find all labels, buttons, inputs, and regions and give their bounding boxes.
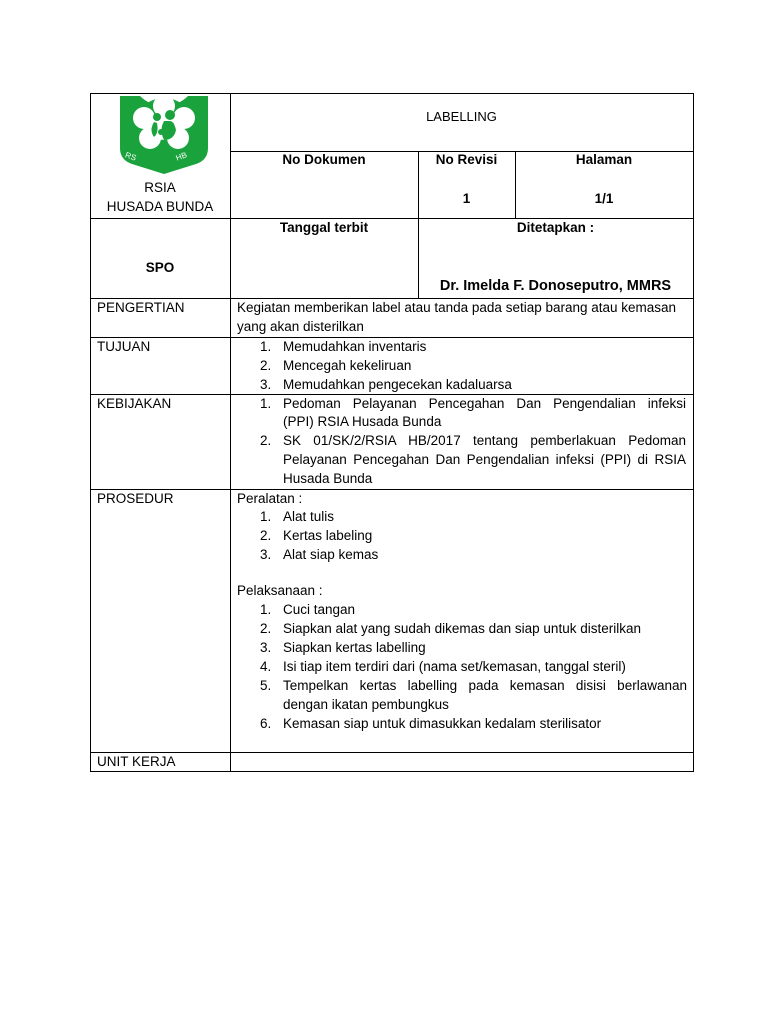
list-item: 2. Kertas labeling xyxy=(260,528,373,543)
list-item: 3. Siapkan kertas labelling xyxy=(260,640,426,655)
peralatan-list xyxy=(237,507,687,564)
table-line xyxy=(230,93,231,772)
kebijakan-item-2-line3: Husada Bunda xyxy=(283,471,373,486)
list-item: 2. Mencegah kekeliruan xyxy=(260,358,412,373)
list-item: 2. Siapkan alat yang sudah dikemas dan siap untuk disterilkan xyxy=(260,621,641,636)
list-item: 3. Memudahkan pengecekan kadaluarsa xyxy=(260,377,512,392)
list-item: 5. Tempelkan kertas labelling pada kemasan disisi berlawanan dengan ikatan pembungkus xyxy=(260,678,687,712)
col-no-revisi: No Revisi xyxy=(435,152,498,167)
pelaksanaan-list xyxy=(237,600,687,733)
section-label-kebijakan: KEBIJAKAN xyxy=(97,396,172,411)
list-item: 6. Kemasan siap untuk dimasukkan kedalam sterilisator xyxy=(260,716,602,731)
pengertian-text-line2: yang akan disterilkan xyxy=(237,319,364,334)
section-label-prosedur: PROSEDUR xyxy=(97,491,174,506)
kebijakan-item-1-line2: (PPI) RSIA Husada Bunda xyxy=(283,414,442,429)
signatory-name: Dr. Imelda F. Donoseputro, MMRS xyxy=(439,278,672,294)
val-no-revisi: 1 xyxy=(462,191,471,206)
logo-text-hb: HB xyxy=(174,150,189,163)
ditetapkan-label: Ditetapkan : xyxy=(516,220,595,235)
document-title: LABELLING xyxy=(426,109,497,124)
col-no-dokumen: No Dokumen xyxy=(282,152,366,167)
col-halaman: Halaman xyxy=(575,152,633,167)
section-label-pengertian: PENGERTIAN xyxy=(97,300,185,315)
org-name-line1: RSIA xyxy=(144,180,176,195)
list-item: 1. Memudahkan inventaris xyxy=(260,339,427,354)
logo-text-rs: RS xyxy=(123,150,138,163)
section-label-unit-kerja: UNIT KERJA xyxy=(97,754,176,769)
list-item: 3. Alat siap kemas xyxy=(260,547,379,562)
org-name-line2: HUSADA BUNDA xyxy=(106,199,214,214)
tanggal-terbit-label: Tanggal terbit xyxy=(279,220,369,235)
list-item: 1. Alat tulis xyxy=(260,509,335,524)
kebijakan-item-2-line2: Pelayanan Pencegahan Dan Pengendalian infeksi (PPI) di RSIA xyxy=(283,452,686,467)
peralatan-heading: Peralatan : xyxy=(237,491,303,506)
kebijakan-item-2-line1: SK 01/SK/2/RSIA HB/2017 tentang pemberlakuan Pedoman xyxy=(283,433,686,448)
table-border-bottom xyxy=(90,771,694,772)
section-label-tujuan: TUJUAN xyxy=(97,339,151,354)
table-line xyxy=(90,752,694,753)
list-item: 1. Cuci tangan xyxy=(260,602,356,617)
list-number: 2. xyxy=(260,433,272,448)
list-number: 1. xyxy=(260,396,272,411)
tujuan-list xyxy=(237,337,687,394)
table-border-right xyxy=(693,93,694,772)
pengertian-text-line1: Kegiatan memberikan label atau tanda pada setiap barang atau kemasan xyxy=(237,300,677,315)
spo-label: SPO xyxy=(145,260,175,275)
hospital-logo-icon xyxy=(112,90,216,176)
list-item: 4. Isi tiap item terdiri dari (nama set/kemasan, tanggal steril) xyxy=(260,659,626,674)
kebijakan-item-1-line1: Pedoman Pelayanan Pencegahan Dan Pengendalian infeksi xyxy=(283,396,686,411)
val-halaman: 1/1 xyxy=(594,191,614,206)
pelaksanaan-heading: Pelaksanaan : xyxy=(237,583,323,598)
table-line xyxy=(90,489,694,490)
